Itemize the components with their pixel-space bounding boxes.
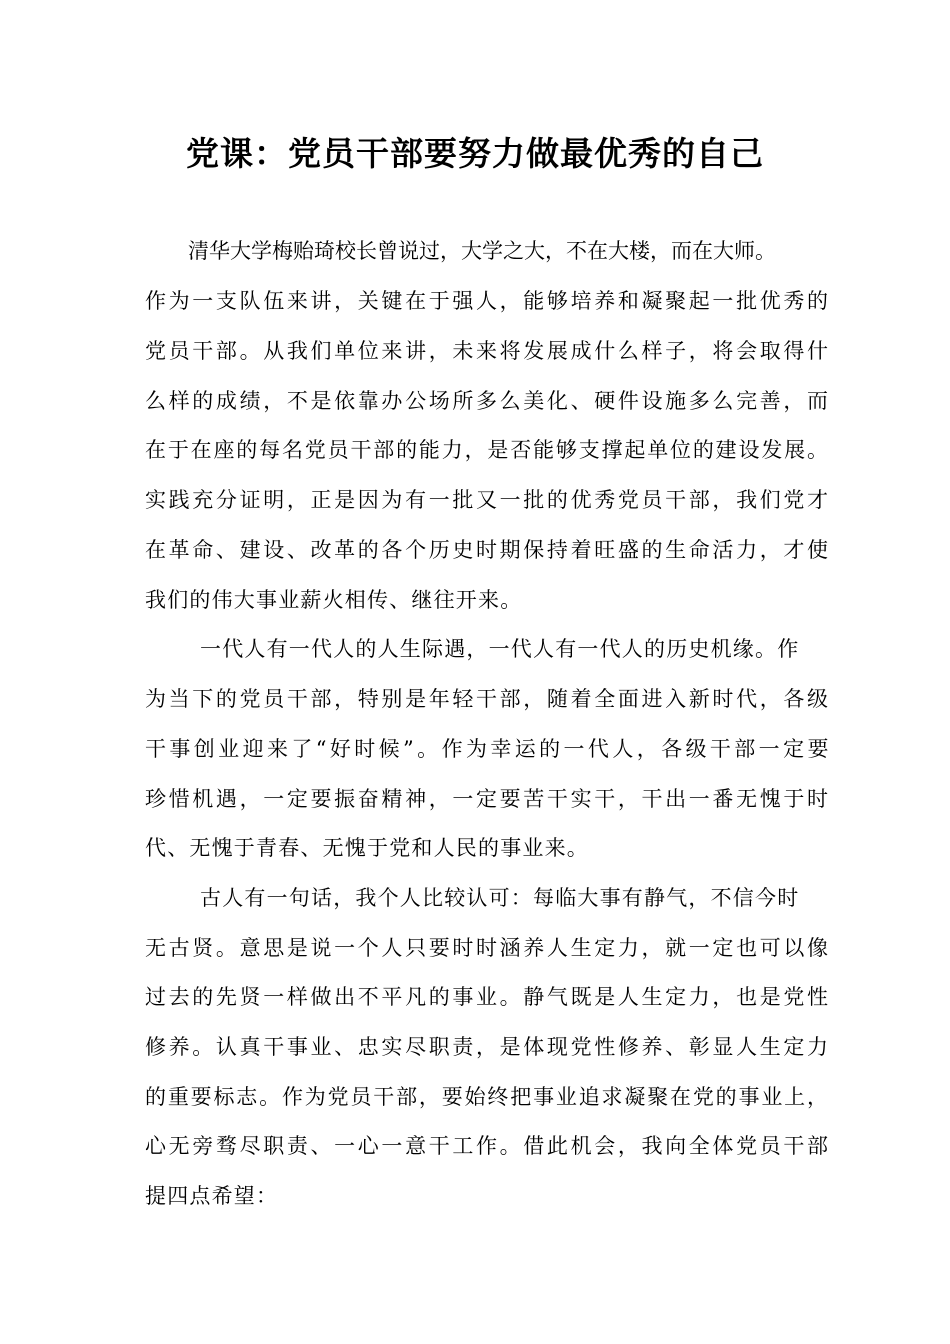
- paragraph-3-line-7: 提四点希望：: [145, 1184, 279, 1208]
- paragraph-3-line-5: 的重要标志。作为党员干部，要始终把事业追求凝聚在党的事业上，: [145, 1085, 830, 1109]
- paragraph-1-line-2: 作为一支队伍来讲，关键在于强人，能够培养和凝聚起一批优秀的: [145, 289, 831, 313]
- paragraph-2-line-1: 一代人有一代人的人生际遇，一代人有一代人的历史机缘。作: [200, 637, 800, 661]
- paragraph-3-line-2: 无古贤。意思是说一个人只要时时涵养人生定力，就一定也可以像: [145, 936, 831, 960]
- paragraph-3-line-3: 过去的先贤一样做出不平凡的事业。静气既是人生定力，也是党性: [145, 985, 831, 1009]
- paragraph-3-line-1: 古人有一句话，我个人比较认可：每临大事有静气，不信今时: [200, 886, 800, 910]
- paragraph-1-line-8: 我们的伟大事业薪火相传、继往开来。: [145, 588, 523, 612]
- paragraph-1-line-3: 党员干部。从我们单位来讲，未来将发展成什么样子，将会取得什: [145, 339, 831, 363]
- paragraph-1-line-4: 么样的成绩，不是依靠办公场所多么美化、硬件设施多么完善，而: [145, 389, 831, 413]
- paragraph-3-line-4: 修养。认真干事业、忠实尽职责，是体现党性修养、彰显人生定力: [145, 1035, 831, 1059]
- paragraph-1-line-5: 在于在座的每名党员干部的能力，是否能够支撑起单位的建设发展。: [145, 438, 830, 462]
- paragraph-1-line-1: 清华大学梅贻琦校长曾说过，大学之大，不在大楼，而在大师。: [188, 239, 776, 263]
- paragraph-2-line-2: 为当下的党员干部，特别是年轻干部，随着全面进入新时代，各级: [145, 687, 831, 711]
- paragraph-2-line-3: 干事创业迎来了“好时候”。作为幸运的一代人，各级干部一定要: [145, 737, 832, 761]
- paragraph-3-line-6: 心无旁骛尽职责、一心一意干工作。借此机会，我向全体党员干部: [145, 1134, 831, 1158]
- paragraph-1-line-6: 实践充分证明，正是因为有一批又一批的优秀党员干部，我们党才: [145, 488, 831, 512]
- paragraph-1-line-7: 在革命、建设、改革的各个历史时期保持着旺盛的生命活力，才使: [145, 538, 831, 562]
- paragraph-2-line-5: 代、无愧于青春、无愧于党和人民的事业来。: [145, 836, 589, 860]
- document-title: 党课：党员干部要努力做最优秀的自己: [186, 134, 764, 173]
- paragraph-2-line-4: 珍惜机遇，一定要振奋精神，一定要苦干实干，干出一番无愧于时: [145, 787, 831, 811]
